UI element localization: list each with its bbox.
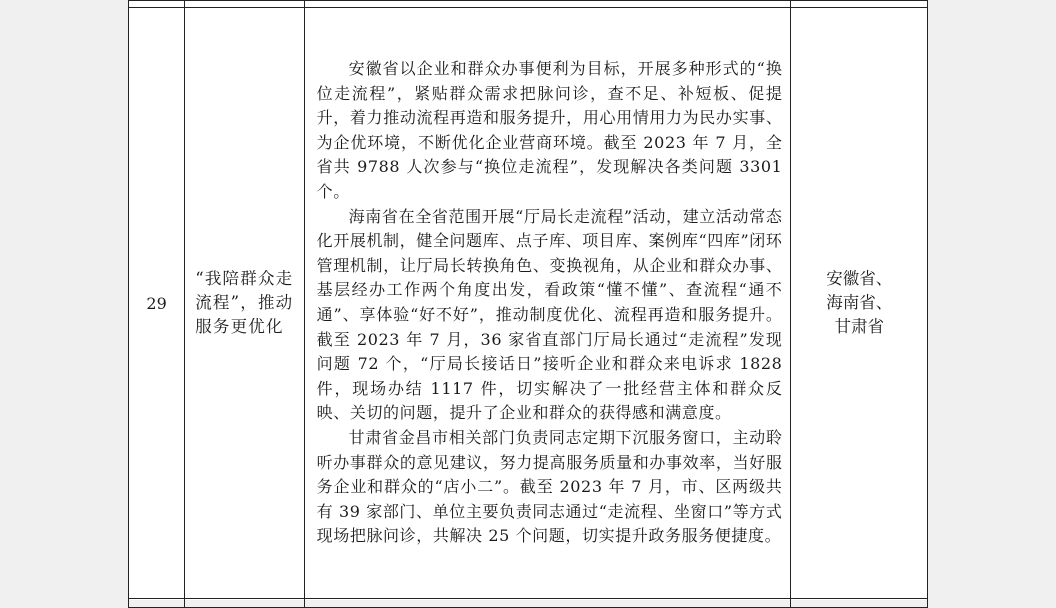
- paragraph-gansu: 甘肃省金昌市相关部门负责同志定期下沉服务窗口，主动聆听办事群众的意见建议，努力提高服务质量和办事效率，当好服务企业和群众的“店小二”。截至 2023 年 7 月，市、区两级共有 39 家部门、单位主要负责同志通过“走流程、坐窗口”等方式现场把脉问诊，共解决 25 个问题，切实提升政务服务便捷度。: [316, 427, 783, 546]
- region-hainan: 海南省、: [826, 293, 893, 312]
- document-page: [128, 0, 928, 600]
- cases-table: [128, 0, 928, 608]
- paragraph-hainan: 海南省在全省范围开展“厅局长走流程”活动，建立活动常态化开展机制，健全问题库、点子库、项目库、案例库“四库”闭环管理机制，让厅局长转换角色、变换视角，从企业和群众办事、基层经办工作两个角度出发，看政策“懂不懂”、查流程“通不通”、享体验“好不好”，推动制度优化、流程再造和服务提升。截至 2023 年 7 月，36 家省直部门厅局长通过“走流程”发现问题 72 个，“厅局长接话日”接听企业和群众来电诉求 1828 件，现场办结 1117 件，切实解决了一批经营主体和群众反映、关切的问题，提升了企业和群众的获得感和满意度。: [316, 206, 783, 423]
- region-gansu: 甘肃省: [834, 317, 884, 336]
- row-number: 29: [129, 8, 185, 599]
- table-row: [129, 8, 928, 599]
- description: [305, 57, 791, 549]
- region-cell: [791, 8, 928, 599]
- item-name-cell: [185, 8, 304, 599]
- region-list: [791, 267, 927, 339]
- paragraph-anhui: 安徽省以企业和群众办事便利为目标，开展多种形式的“换位走流程”，紧贴群众需求把脉问诊，查不足、补短板、促提升，着力推动流程再造和服务提升，用心用情用力为民办实事、为企优环境，不断优化企业营商环境。截至 2023 年 7 月，全省共 9788 人次参与“换位走流程”，发现解决各类问题 3301 个。: [316, 59, 783, 202]
- region-anhui: 安徽省、: [826, 269, 893, 288]
- previous-row-end: [129, 1, 928, 8]
- description-cell: [304, 8, 791, 599]
- item-name: “我陪群众走流程”，推动服务更优化: [195, 269, 294, 336]
